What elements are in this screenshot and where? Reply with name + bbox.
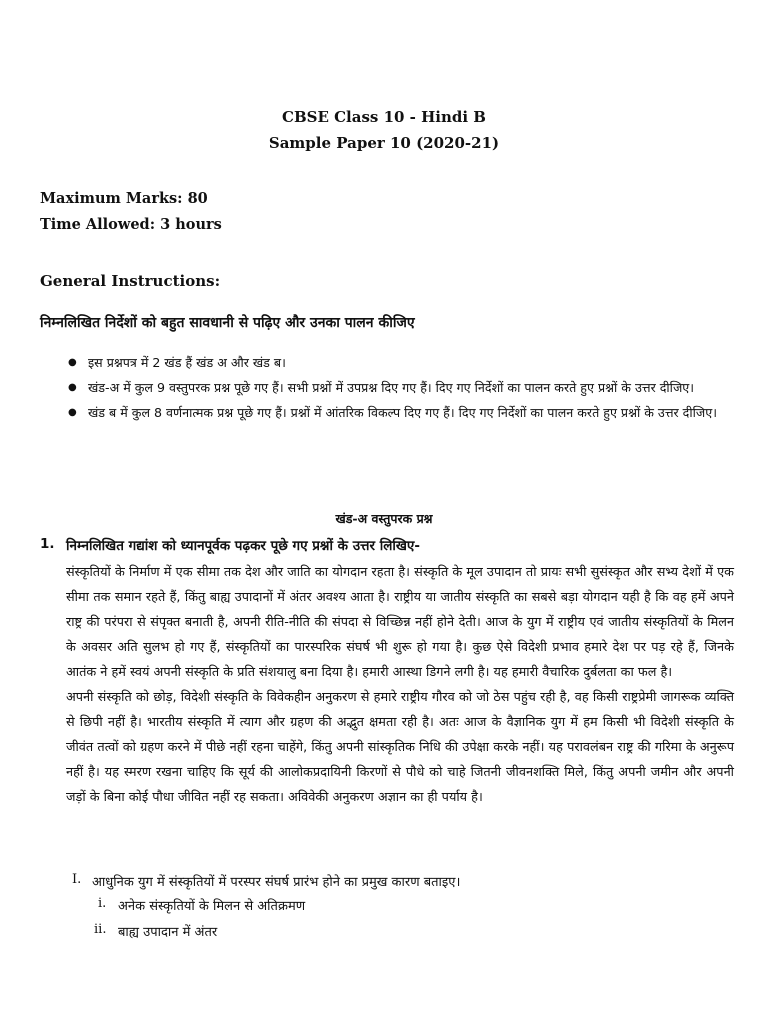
instructions-list <box>68 350 728 425</box>
instructions-heading: निम्नलिखित निर्देशों को बहुत सावधानी से पढ़िए और उनका पालन कीजिए <box>40 315 415 331</box>
passage <box>66 560 734 810</box>
option-text: बाह्य उपादान में अंतर <box>118 925 218 940</box>
maximum-marks: Maximum Marks: 80 <box>40 190 208 207</box>
instruction-item: ● खंड ब में कुल 8 वर्णनात्मक प्रश्न पूछे गए हैं। प्रश्नों में आंतरिक विकल्प दिए गए हैं। दिए गए निर्देशों का पालन करते हुए प्रश्नों के उत्तर दीजिए। <box>68 400 728 425</box>
instruction-item: ● इस प्रश्नपत्र में 2 खंड हैं खंड अ और खंड ब। <box>68 350 728 375</box>
option-number: ii. <box>94 922 107 937</box>
general-instructions-heading: General Instructions: <box>40 272 221 290</box>
sub-question-text: आधुनिक युग में संस्कृतियों में परस्पर संघर्ष प्रारंभ होने का प्रमुख कारण बताइए। <box>92 875 461 890</box>
passage-paragraph: अपनी संस्कृति को छोड़, विदेशी संस्कृति के विवेकहीन अनुकरण से हमारे राष्ट्रीय गौरव को जो ठेस पहुंच रही है, वह किसी राष्ट्रप्रेमी जागरूक व्यक्ति से छिपी नहीं है। भारतीय संस्कृति में त्याग और ग्रहण की अद्भुत क्षमता रही है। अतः आज के वैज्ञानिक युग में हम किसी भी विदेशी संस्कृति के जीवंत तत्वों को ग्रहण करने में पीछे नहीं रहना चाहेंगे, किंतु अपनी सांस्कृतिक निधि की उपेक्षा करके नहीं। यह परावलंबन राष्ट्र की गरिमा के अनुरूप नहीं है। यह स्मरण रखना चाहिए कि सूर्य की आलोकप्रदायिनी किरणों से पौधे को चाहे जितनी जीवनशक्ति मिले, किंतु अपनी जमीन और अपनी जड़ों के बिना कोई पौधा जीवित नहीं रह सकता। अविवेकी अनुकरण अज्ञान का ही पर्याय है। <box>66 690 734 805</box>
question-text: निम्नलिखित गद्यांश को ध्यानपूर्वक पढ़कर पूछे गए प्रश्नों के उत्तर लिखिए- <box>66 538 420 554</box>
passage-paragraph: संस्कृतियों के निर्माण में एक सीमा तक देश और जाति का योगदान रहता है। संस्कृति के मूल उपादान तो प्रायः सभी सुसंस्कृत और सभ्य देशों में एक सीमा तक समान रहते हैं, किंतु बाह्य उपादानों में अंतर अवश्य आता है। राष्ट्रीय या जातीय संस्कृति का सबसे बड़ा योगदान यही है कि वह हमें अपने राष्ट्र की परंपरा से संपृक्त बनाती है, अपनी रीति-नीति की संपदा से विच्छिन्न नहीं होने देती। आज के युग में राष्ट्रीय एवं जातीय संस्कृतियों के मिलन के अवसर अति सुलभ हो गए हैं, संस्कृतियों का पारस्परिक संघर्ष भी शुरू हो गया है। कुछ ऐसे विदेशी प्रभाव हमारे देश पर पड़ रहे हैं, जिनके आतंक ने हमें स्वयं अपनी संस्कृति के प्रति संशयालु बना दिया है। हमारी आस्था डिगने लगी है। यह हमारी वैचारिक दुर्बलता का फल है। <box>66 565 735 680</box>
option-number: i. <box>98 896 107 911</box>
question-number: 1. <box>40 536 55 552</box>
paper-subtitle: Sample Paper 10 (2020-21) <box>268 134 500 152</box>
instruction-item: ● खंड-अ में कुल 9 वस्तुपरक प्रश्न पूछे गए हैं। सभी प्रश्नों में उपप्रश्न दिए गए हैं। दिए गए निर्देशों का पालन करते हुए प्रश्नों के उत्तर दीजिए। <box>68 375 728 400</box>
sub-question-number: I. <box>72 872 82 887</box>
paper-title: CBSE Class 10 - Hindi B <box>282 108 486 126</box>
section-title: खंड-अ वस्तुपरक प्रश्न <box>335 511 433 526</box>
option-text: अनेक संस्कृतियों के मिलन से अतिक्रमण <box>118 899 306 914</box>
time-allowed: Time Allowed: 3 hours <box>40 216 222 233</box>
